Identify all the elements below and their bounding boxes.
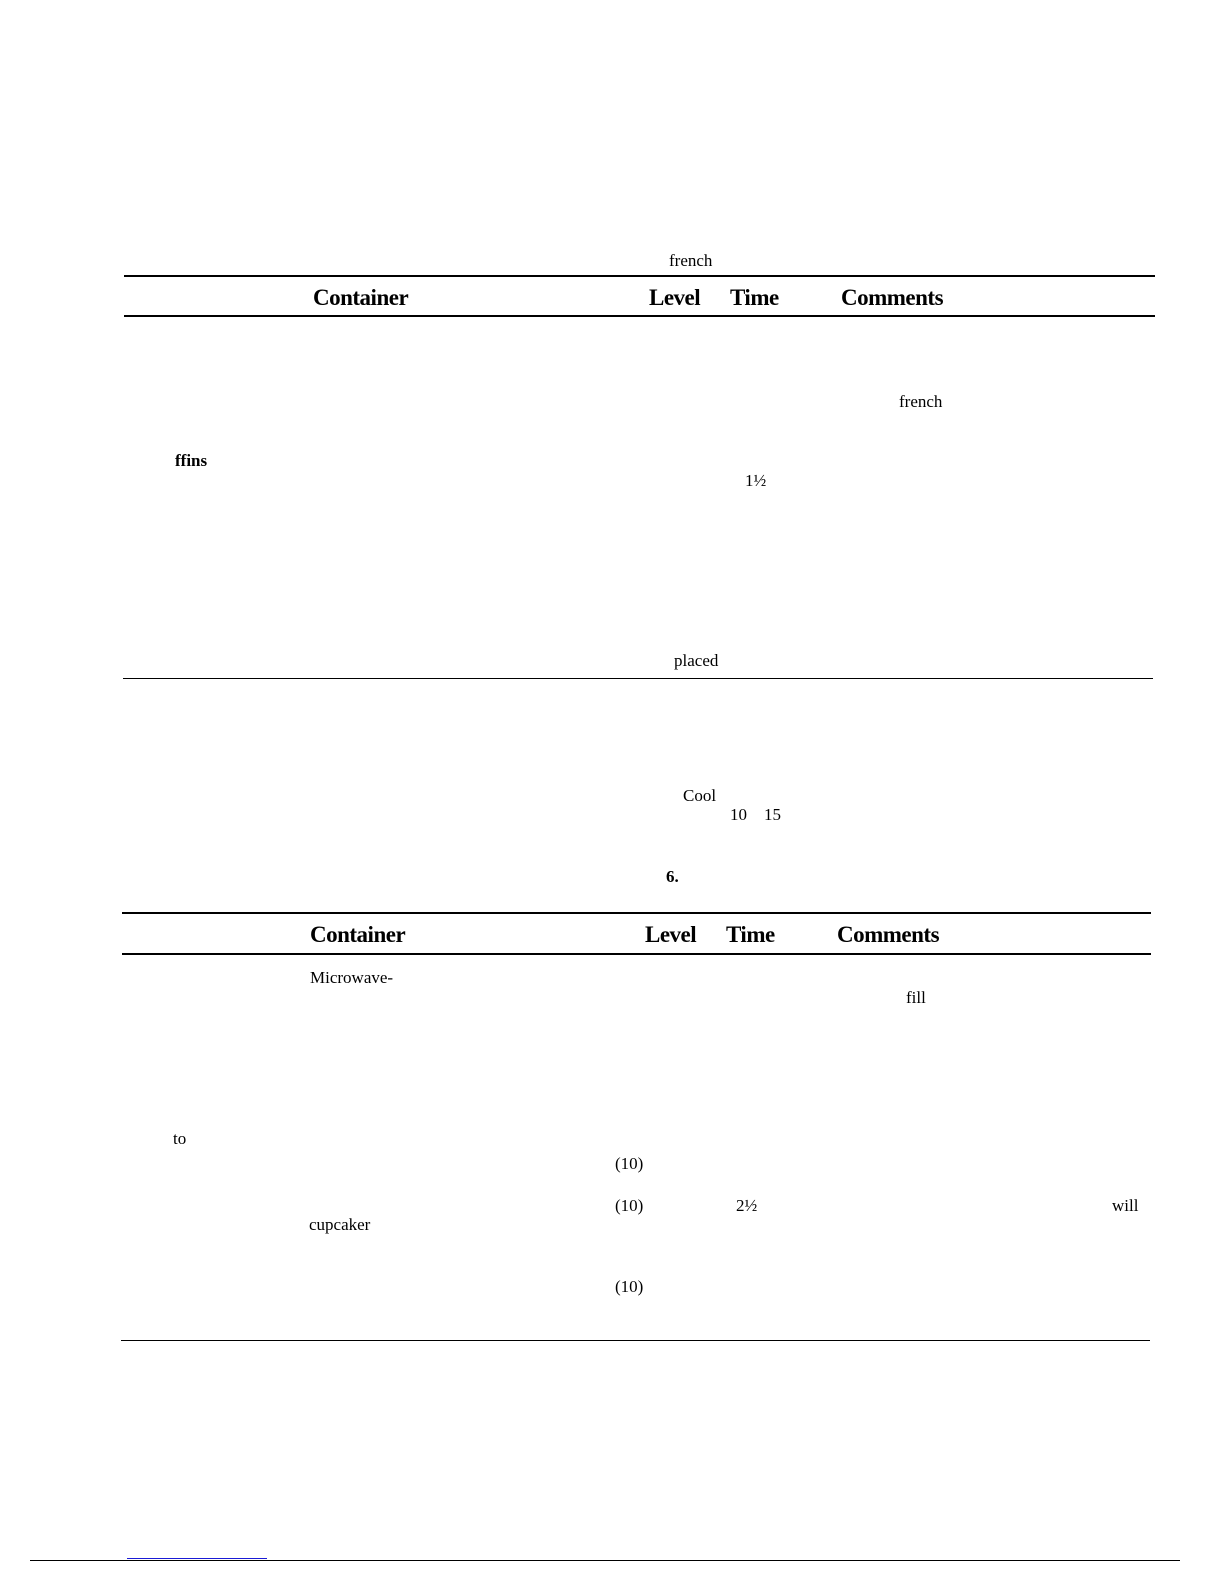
table1-header-time: Time	[730, 285, 779, 310]
table2-container-fragment: Microwave-	[310, 968, 394, 987]
table2-top-rule	[122, 912, 1151, 914]
table2-cupcaker-fragment: cupcaker	[309, 1215, 371, 1234]
fifteen-fragment: 15	[764, 805, 781, 824]
table1-header-comments: Comments	[841, 285, 944, 310]
cool-fragment: Cool	[683, 786, 717, 805]
table1-food-fragment: ffins	[175, 451, 208, 470]
table2-level-row1: (10)	[615, 1154, 644, 1173]
table2-fill-fragment: fill	[906, 988, 926, 1007]
table1-top-rule	[124, 275, 1155, 277]
table1-header-rule	[124, 315, 1155, 317]
table1-bottom-rule	[123, 678, 1153, 679]
table2-header-level: Level	[645, 922, 697, 947]
table1-header-container: Container	[313, 285, 409, 310]
table1-comments-fragment: french	[899, 392, 943, 411]
table2-to-fragment: to	[173, 1129, 187, 1148]
ten-fragment: 10	[730, 805, 747, 824]
table2-header-container: Container	[310, 922, 406, 947]
table2-time-row2: 2½	[736, 1196, 758, 1215]
table1-caption-fragment: french	[669, 251, 713, 270]
table1-time-fragment: 1½	[745, 471, 767, 490]
table1-placed-fragment: placed	[674, 651, 719, 670]
table2-header-comments: Comments	[837, 922, 940, 947]
table1-header-level: Level	[649, 285, 701, 310]
table2-header-rule	[122, 953, 1151, 955]
table2-bottom-rule	[121, 1340, 1150, 1341]
footer-rule	[30, 1560, 1180, 1561]
table2-level-row2: (10)	[615, 1196, 644, 1215]
table2-header-time: Time	[726, 922, 775, 947]
table2-level-row3: (10)	[615, 1277, 644, 1296]
table-number: 6.	[666, 867, 679, 886]
table2-will-fragment: will	[1112, 1196, 1139, 1215]
footer-blue-mark	[127, 1558, 267, 1559]
